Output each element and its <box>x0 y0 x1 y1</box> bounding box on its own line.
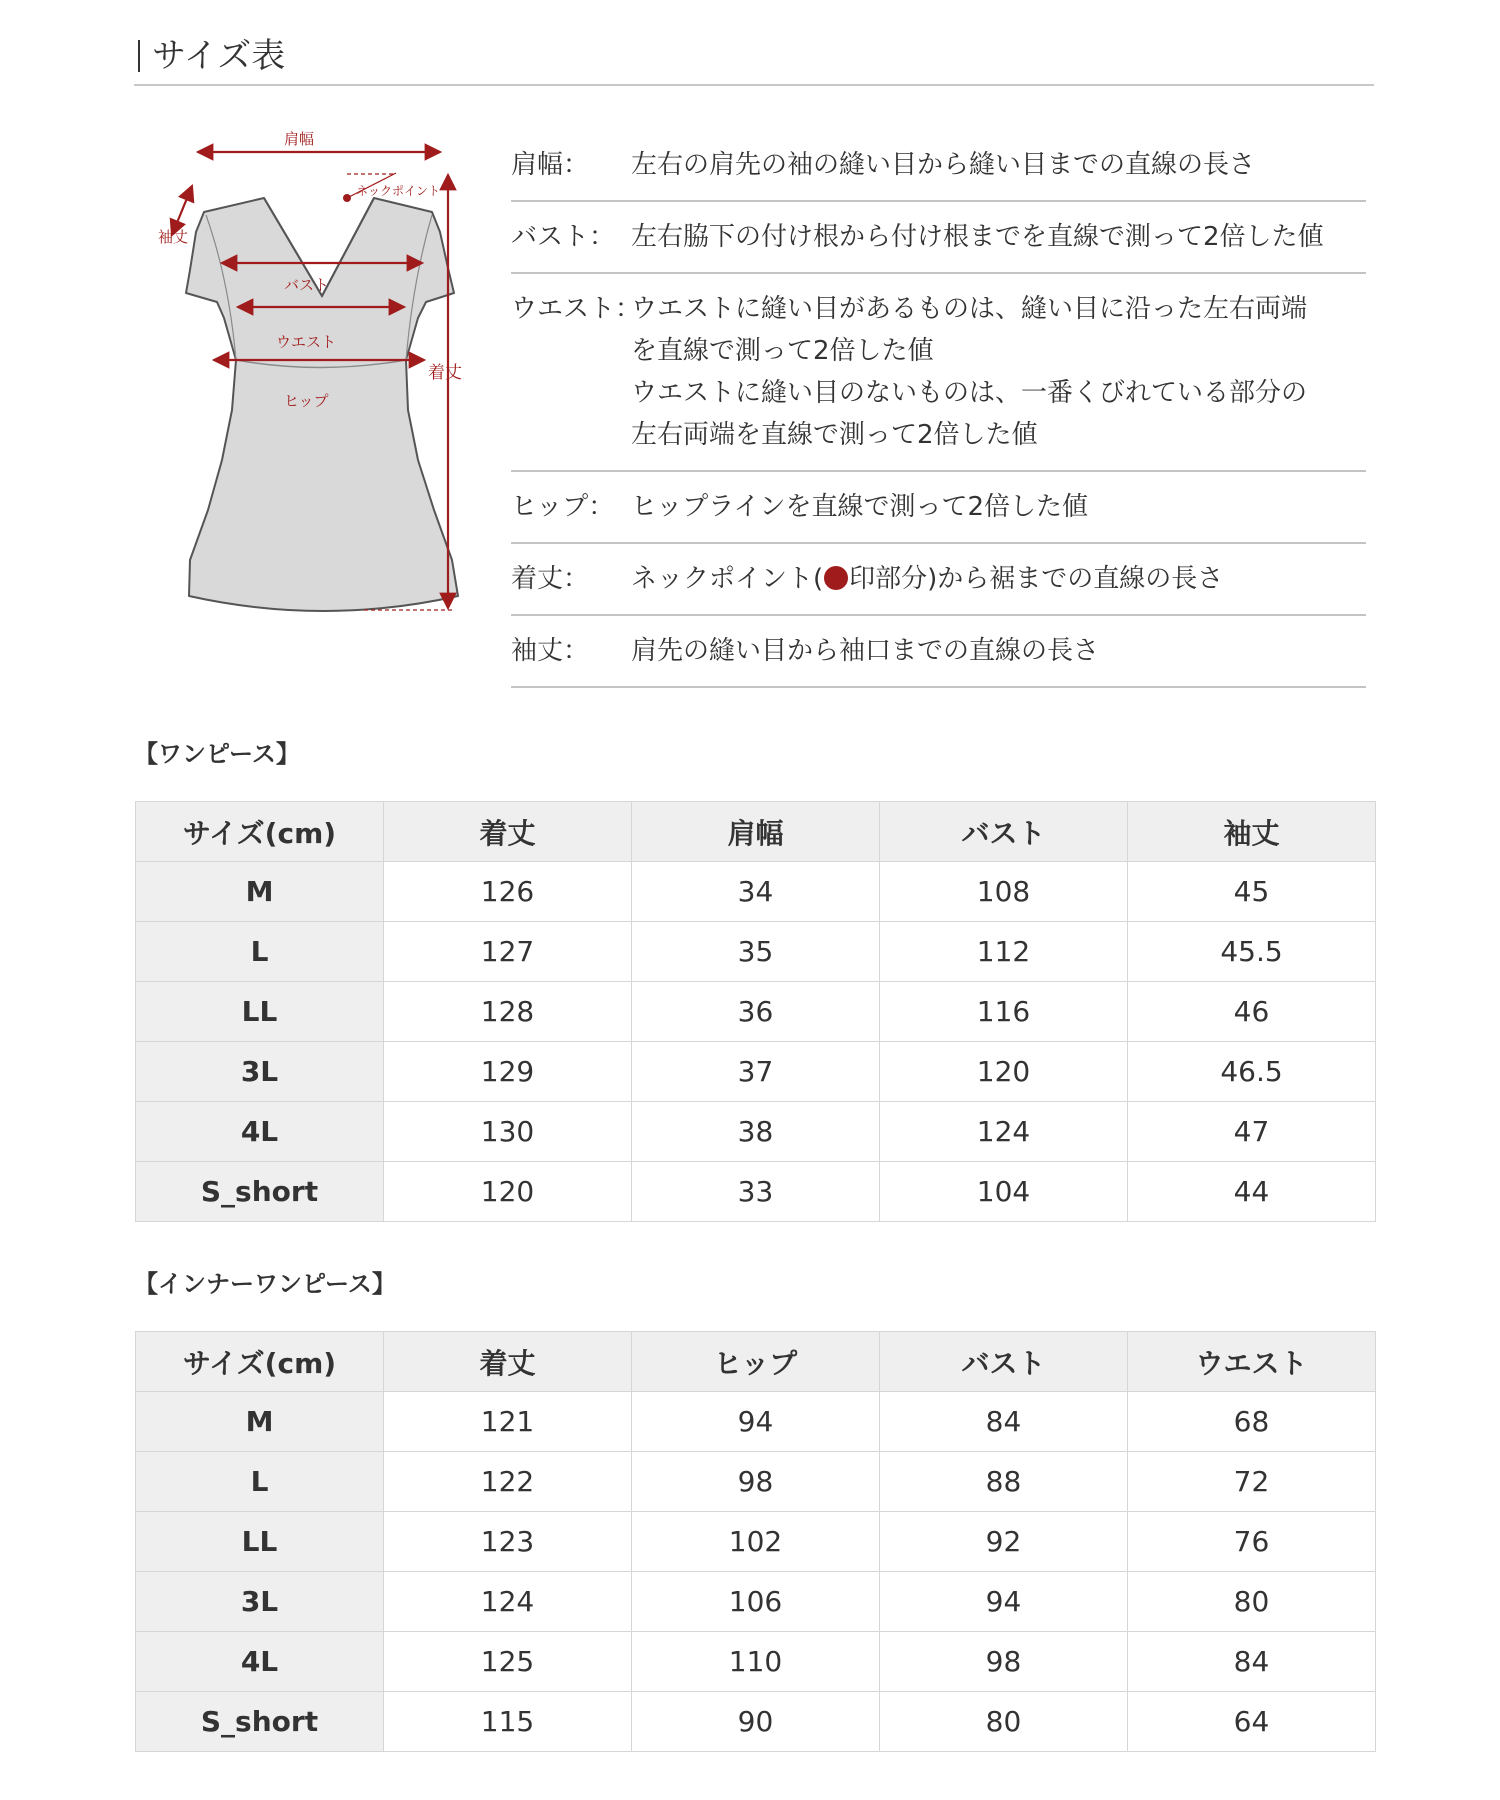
definition-text: 左右の肩先の袖の縫い目から縫い目までの直線の長さ <box>631 150 1256 180</box>
table-cell: 110 <box>632 1632 880 1692</box>
table-cell: 115 <box>384 1692 632 1752</box>
table-cell: 64 <box>1128 1692 1376 1752</box>
table-row <box>136 1692 1376 1752</box>
definition-sleeve <box>511 616 1366 688</box>
definition-length <box>511 544 1366 616</box>
table-cell: 120 <box>880 1042 1128 1102</box>
size-label-cell: S_short <box>136 1692 384 1752</box>
definition-hip <box>511 472 1366 544</box>
table-header-row <box>136 1332 1376 1392</box>
column-header: ヒップ <box>632 1332 880 1392</box>
table-cell: 80 <box>880 1692 1128 1752</box>
definition-text: ヒップラインを直線で測って2倍した値 <box>631 492 1088 522</box>
column-header: 袖丈 <box>1128 802 1376 862</box>
table-row <box>136 1392 1376 1452</box>
definition-text <box>631 558 1366 600</box>
definition-term: 袖丈： <box>511 636 590 666</box>
table-cell: 123 <box>384 1512 632 1572</box>
table-header-row <box>136 802 1376 862</box>
size-label-cell: 4L <box>136 1102 384 1162</box>
size-label-cell: LL <box>136 982 384 1042</box>
table-row <box>136 1512 1376 1572</box>
table-cell: 76 <box>1128 1512 1376 1572</box>
label-waist: ウエスト <box>276 333 337 351</box>
column-header: サイズ(cm) <box>136 1332 384 1392</box>
definition-text: ウエストに縫い目があるものは、縫い目に沿った左右両端 を直線で測って2倍した値 ウエストに縫い目のないものは、一番くびれている部分の 左右両端を直線で測って2倍した値 <box>631 294 1308 450</box>
table-cell: 129 <box>384 1042 632 1102</box>
table-cell: 88 <box>880 1452 1128 1512</box>
table-row <box>136 1042 1376 1102</box>
definition-shoulder <box>511 130 1366 202</box>
column-header: 着丈 <box>384 1332 632 1392</box>
label-bust: バスト <box>284 276 330 294</box>
table-cell: 122 <box>384 1452 632 1512</box>
table-row <box>136 1572 1376 1632</box>
table-cell: 33 <box>632 1162 880 1222</box>
size-label-cell: LL <box>136 1512 384 1572</box>
garment-diagram <box>134 130 484 630</box>
section-title-onepiece: 【ワンピース】 <box>134 740 300 768</box>
table-cell: 92 <box>880 1512 1128 1572</box>
definition-term: 着丈： <box>511 564 590 594</box>
table-cell: 106 <box>632 1572 880 1632</box>
table-row <box>136 862 1376 922</box>
table-cell: 104 <box>880 1162 1128 1222</box>
table-cell: 98 <box>632 1452 880 1512</box>
table-cell: 36 <box>632 982 880 1042</box>
definition-term: バスト： <box>511 222 616 252</box>
label-hip: ヒップ <box>284 392 329 410</box>
size-label-cell: L <box>136 1452 384 1512</box>
table-cell: 35 <box>632 922 880 982</box>
definition-text: 左右脇下の付け根から付け根までを直線で測って2倍した値 <box>631 222 1324 252</box>
table-cell: 102 <box>632 1512 880 1572</box>
table-row <box>136 1102 1376 1162</box>
table-cell: 130 <box>384 1102 632 1162</box>
table-row <box>136 922 1376 982</box>
table-cell: 128 <box>384 982 632 1042</box>
table-row <box>136 1162 1376 1222</box>
label-neck-point: ネックポイント <box>356 184 441 198</box>
definition-term: ウエスト： <box>511 294 642 324</box>
size-label-cell: 3L <box>136 1042 384 1102</box>
size-label-cell: 4L <box>136 1632 384 1692</box>
section-title-inner-onepiece: 【インナーワンピース】 <box>134 1270 396 1298</box>
table-cell: 126 <box>384 862 632 922</box>
table-cell: 94 <box>632 1392 880 1452</box>
page-header <box>134 20 1374 86</box>
column-header: バスト <box>880 1332 1128 1392</box>
column-header: 肩幅 <box>632 802 880 862</box>
column-header: 着丈 <box>384 802 632 862</box>
size-label-cell: S_short <box>136 1162 384 1222</box>
table-cell: 46.5 <box>1128 1042 1376 1102</box>
definition-text: 肩先の縫い目から袖口までの直線の長さ <box>631 636 1100 666</box>
size-table-onepiece <box>135 801 1376 1222</box>
size-label-cell: L <box>136 922 384 982</box>
table-cell: 125 <box>384 1632 632 1692</box>
table-cell: 38 <box>632 1102 880 1162</box>
header-accent-bar <box>138 40 140 72</box>
table-row <box>136 1632 1376 1692</box>
label-length: 着丈 <box>428 363 462 383</box>
table-row <box>136 982 1376 1042</box>
column-header: ウエスト <box>1128 1332 1376 1392</box>
table-cell: 124 <box>880 1102 1128 1162</box>
definition-bust <box>511 202 1366 274</box>
table-cell: 116 <box>880 982 1128 1042</box>
definition-text-after: 印部分)から裾までの直線の長さ <box>849 564 1224 594</box>
table-cell: 46 <box>1128 982 1376 1042</box>
table-cell: 124 <box>384 1572 632 1632</box>
table-cell: 34 <box>632 862 880 922</box>
table-cell: 44 <box>1128 1162 1376 1222</box>
label-shoulder: 肩幅 <box>284 130 315 148</box>
table-cell: 90 <box>632 1692 880 1752</box>
definition-waist <box>511 274 1366 472</box>
definition-text-before: ネックポイント( <box>631 564 824 594</box>
neck-point-dot-icon <box>824 566 848 590</box>
table-cell: 47 <box>1128 1102 1376 1162</box>
table-cell: 72 <box>1128 1452 1376 1512</box>
column-header: サイズ(cm) <box>136 802 384 862</box>
page-title: サイズ表 <box>152 36 286 76</box>
table-cell: 37 <box>632 1042 880 1102</box>
table-cell: 84 <box>1128 1632 1376 1692</box>
table-cell: 94 <box>880 1572 1128 1632</box>
column-header: バスト <box>880 802 1128 862</box>
table-cell: 98 <box>880 1632 1128 1692</box>
table-cell: 45 <box>1128 862 1376 922</box>
table-cell: 45.5 <box>1128 922 1376 982</box>
table-cell: 127 <box>384 922 632 982</box>
label-sleeve: 袖丈 <box>158 228 189 246</box>
size-label-cell: M <box>136 1392 384 1452</box>
table-row <box>136 1452 1376 1512</box>
size-label-cell: 3L <box>136 1572 384 1632</box>
table-cell: 108 <box>880 862 1128 922</box>
table-cell: 121 <box>384 1392 632 1452</box>
table-cell: 84 <box>880 1392 1128 1452</box>
size-table-inner-onepiece <box>135 1331 1376 1752</box>
table-cell: 68 <box>1128 1392 1376 1452</box>
size-label-cell: M <box>136 862 384 922</box>
definition-term: ヒップ： <box>511 492 615 522</box>
measurement-definitions <box>511 130 1366 688</box>
table-cell: 120 <box>384 1162 632 1222</box>
definition-term: 肩幅： <box>511 150 590 180</box>
table-cell: 80 <box>1128 1572 1376 1632</box>
table-cell: 112 <box>880 922 1128 982</box>
